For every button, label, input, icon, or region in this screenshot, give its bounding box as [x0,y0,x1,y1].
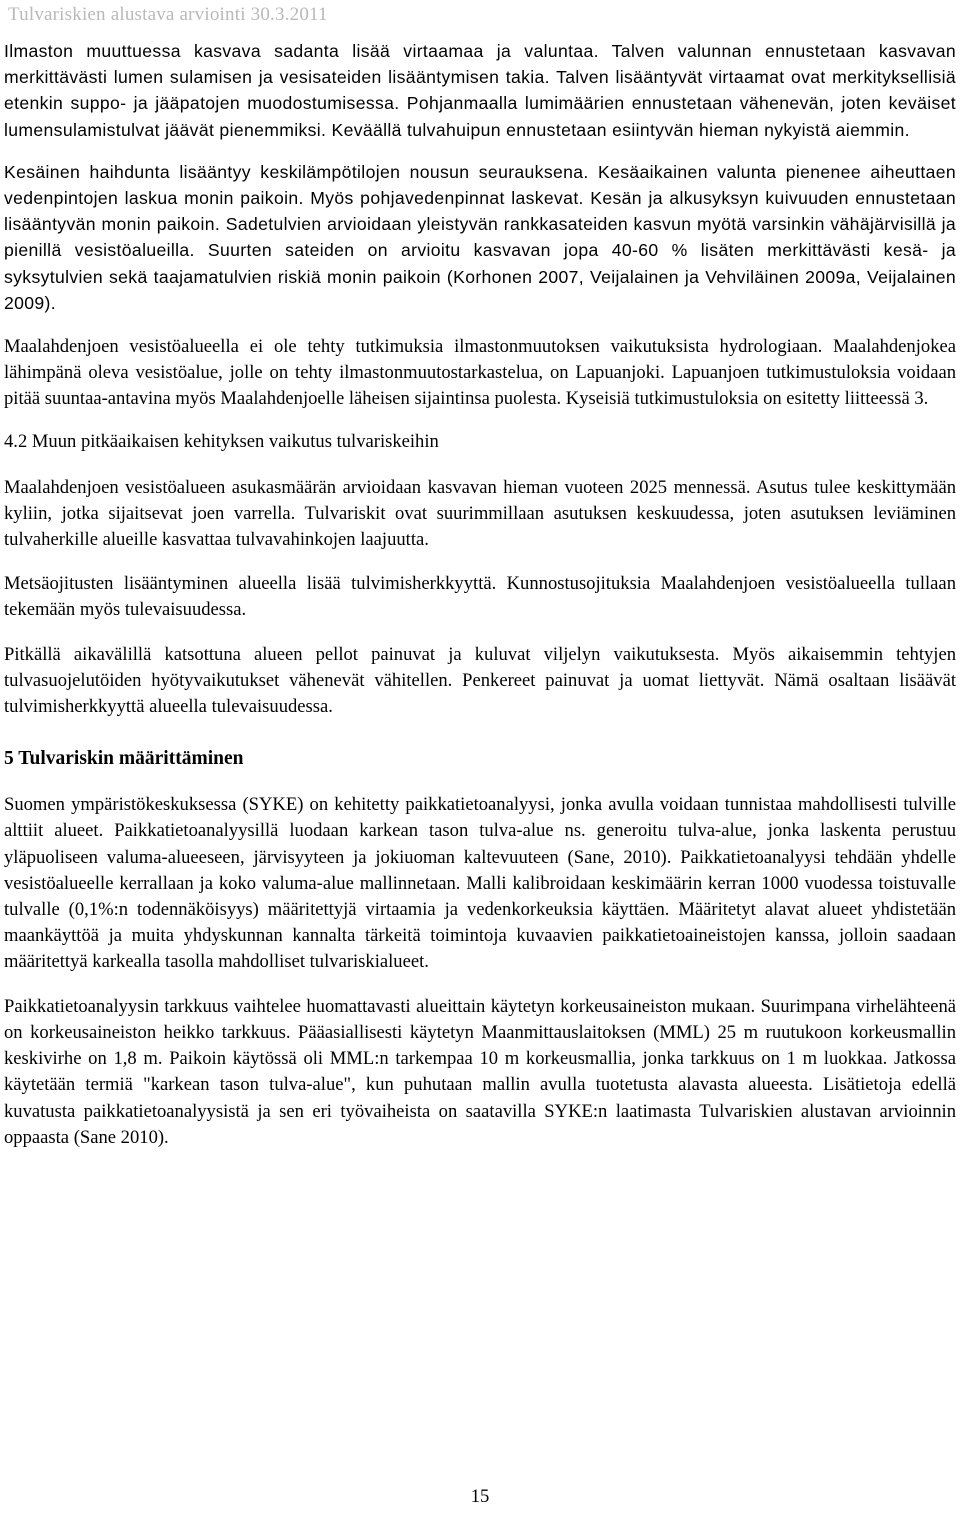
paragraph-gis-analysis: Suomen ympäristökeskuksessa (SYKE) on kehitetty paikkatietoanalyysi, jonka avulla voidaan tunnistaa mahdollisesti tulville alttiit alueet. Paikkatietoanalyysillä luodaan karkean tason tulva-alue ns. generoitu tulva-alue, jonka laskenta perustuu yläpuoliseen valuma-alueeseen, järvisyyteen ja jokiuoman kaltevuuteen (Sane, 2010). Paikkatietoanalyysi tehdään yhdelle vesistöalueelle kerrallaan ja koko valuma-alue mallinnetaan. Malli kalibroidaan keskimäärin kerran 1000 vuodessa toistuvalle tulvalle (0,1%:n todennäköisyys) määritettyjä virtaamia ja vedenkorkeuksia käyttäen. Määritetyt alavat alueet yhdistetään maankäyttöä ja muita yhdyskunnan kannalta tärkeitä toimintoja kuvaavien paikkatietoaineistojen kanssa, jolloin saadaan määritettyä karkealla tasolla mahdolliset tulvariskialueet. [4,794,956,973]
section-heading-4-2: 4.2 Muun pitkäaikaisen kehityksen vaikutus tulvariskeihin [4,430,439,452]
paragraph-population-growth: Maalahdenjoen vesistöalueen asukasmäärän arvioidaan kasvavan hieman vuoteen 2025 mennessä. Asutus tulee keskittymään kyliin, jotka sijaitsevat joen varrella. Tulvariskit ovat suurimmillaan asutuksen keskuudessa, joten asutuksen leviäminen tulvaherkille alueille kasvattaa tulvavahinkojen laajuutta. [4,476,956,551]
running-header: Tulvariskien alustava arviointi 30.3.2011 [8,4,328,25]
section-heading-5: 5 Tulvariskin määrittäminen [4,748,244,770]
paragraph-forest-drainage: Metsäojitusten lisääntyminen alueella lisää tulvimisherkkyyttä. Kunnostusojituksia Maalahdenjoen vesistöalueella tullaan tekemään myös tulevaisuudessa. [4,573,956,621]
paragraph-climate-runoff: Ilmaston muuttuessa kasvava sadanta lisää virtaamaa ja valuntaa. Talven valunnan ennustetaan kasvavan merkittävästi lumen sulamisen ja vesisateiden lisääntymisen takia. Talven lisääntyvät virtaamat ovat merkityksellisiä etenkin suppo- ja jääpatojen muodostumisessa. Pohjanmaalla lumimäärien ennustetaan vähenevän, joten keväiset lumensulamistulvat jäävät pienemmiksi. Keväällä tulvahuipun ennustetaan esiintyvän hieman nykyistä aiemmin. [4,41,956,140]
page-number: 15 [470,1486,490,1507]
paragraph-analysis-accuracy: Paikkatietoanalyysin tarkkuus vaihtelee huomattavasti alueittain käytetyn korkeusaineiston mukaan. Suurimpana virhelähteenä on korkeusaineiston heikko tarkkuus. Pääasiallisesti käytetyn Maanmittauslaitoksen (MML) 25 m ruutukoon korkeusmallin keskivirhe on 1,8 m. Paikoin käytössä oli MML:n tarkempaa 10 m korkeusmallia, jonka tarkkuus on 1 m luokkaa. Jatkossa käytetään termiä "karkean tason tulva-alue", kun puhutaan mallin avulla tuotetusta alavasta alueesta. Lisätietoja edellä kuvatusta paikkatietoanalyysistä ja sen eri työvaiheista on saatavilla SYKE:n laatimasta Tulvariskien alustavan arvioinnin oppaasta (Sane 2010). [4,995,956,1148]
paragraph-summer-evaporation: Kesäinen haihdunta lisääntyy keskilämpötilojen nousun seurauksena. Kesäaikainen valunta pienenee aiheuttaen vedenpintojen laskua monin paikoin. Myös pohjavedenpinnat laskevat. Kesän ja alkusyksyn kuivuuden ennustetaan lisääntyvän monin paikoin. Sadetulvien arvioidaan yleistyvän rankkasateiden kasvun myötä varsinkin vähäjärvisillä ja pienillä vesistöalueilla. Suurten sateiden on arvioitu kasvavan jopa 40-60 % lisäten merkittävästi kesä- ja syksytulvien sekä taajamatulvien riskiä monin paikoin (Korhonen 2007, Veijalainen ja Vehviläinen 2009a, Veijalainen 2009). [4,161,956,313]
document-body [4,38,956,1171]
paragraph-maalahdenjoki-research: Maalahdenjoen vesistöalueella ei ole tehty tutkimuksia ilmastonmuutoksen vaikutuksista hydrologiaan. Maalahdenjokea lähimpänä oleva vesistöalue, jolle on tehty ilmastonmuutostarkastelua, on Lapuanjoki. Lapuanjoen tutkimustuloksia voidaan pitää suuntaa-antavina myös Maalahdenjoelle läheisen sijaintinsa puolesta. Kyseisiä tutkimustuloksia on esitetty liitteessä 3. [4,336,956,410]
paragraph-field-subsidence: Pitkällä aikavälillä katsottuna alueen pellot painuvat ja kuluvat viljelyn vaikutuksesta. Myös aikaisemmin tehtyjen tulvasuojelutöiden hyötyvaikutukset vähenevät vähitellen. Penkereet painuvat ja uomat liettyvät. Nämä osaltaan lisäävät tulvimisherkkyyttä alueella tulevaisuudessa. [4,643,956,718]
